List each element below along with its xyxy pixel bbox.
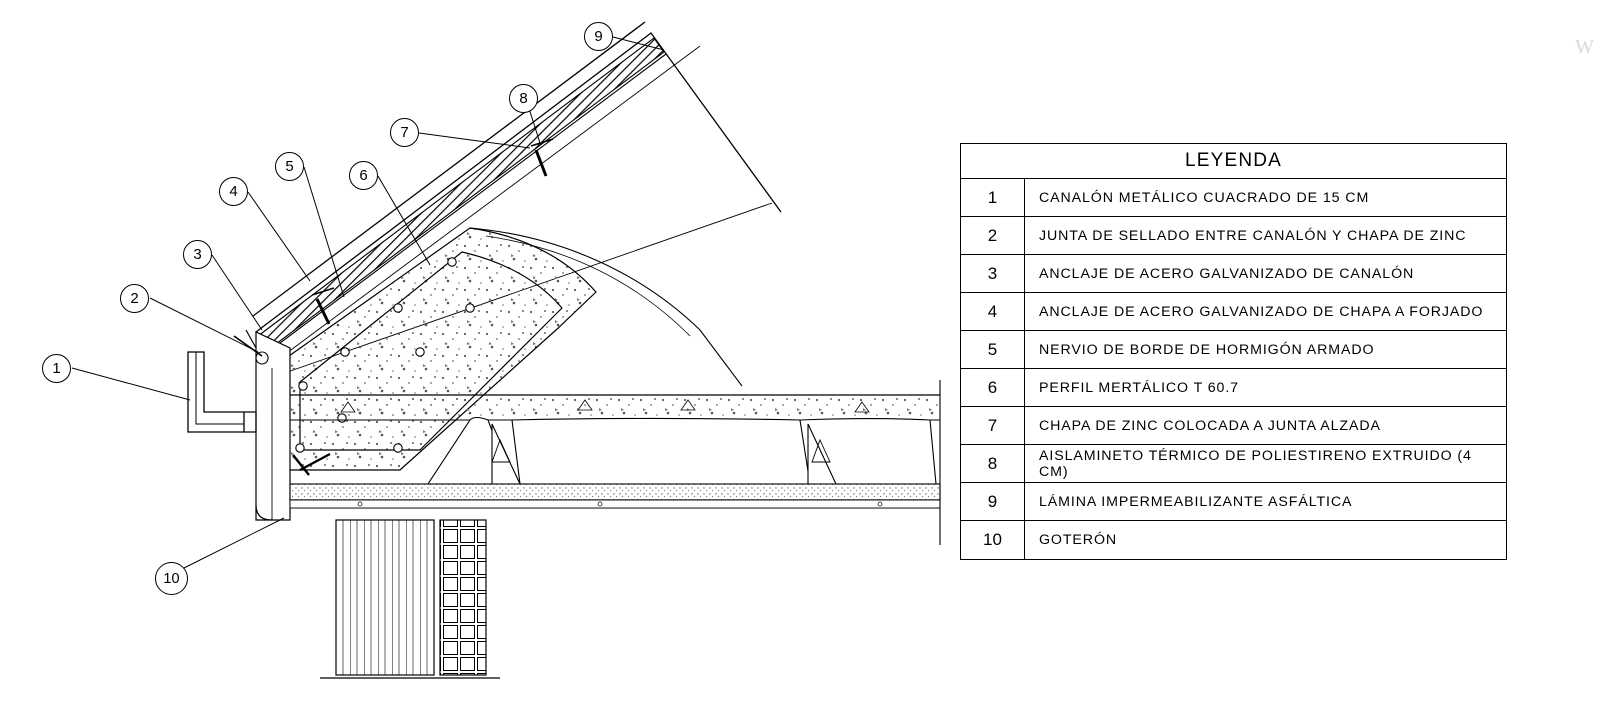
corner-watermark: W bbox=[1575, 36, 1594, 58]
callout-balloon-7: 7 bbox=[390, 118, 419, 147]
callout-balloon-2: 2 bbox=[120, 284, 149, 313]
legend-table bbox=[960, 143, 1507, 560]
edge-beam bbox=[256, 332, 290, 520]
callout-balloon-6: 6 bbox=[349, 161, 378, 190]
legend-row bbox=[961, 521, 1506, 559]
legend-row bbox=[961, 407, 1506, 445]
legend-row-number: 3 bbox=[961, 255, 1025, 292]
legend-row bbox=[961, 217, 1506, 255]
legend-row-text: CANALÓN METÁLICO CUACRADO DE 15 CM bbox=[1039, 189, 1370, 206]
legend-row-text: CHAPA DE ZINC COLOCADA A JUNTA ALZADA bbox=[1039, 417, 1381, 434]
callout-balloon-5: 5 bbox=[275, 152, 304, 181]
legend-title: LEYENDA bbox=[961, 144, 1506, 179]
callout-balloon-10: 10 bbox=[155, 562, 188, 595]
wall-below bbox=[320, 520, 500, 678]
legend-row-text: LÁMINA IMPERMEABILIZANTE ASFÁLTICA bbox=[1039, 493, 1353, 510]
legend-row bbox=[961, 293, 1506, 331]
legend-row-number: 1 bbox=[961, 179, 1025, 216]
legend-row bbox=[961, 331, 1506, 369]
legend-row-number: 10 bbox=[961, 521, 1025, 559]
callout-balloon-8: 8 bbox=[509, 84, 538, 113]
callout-balloon-1: 1 bbox=[42, 354, 71, 383]
legend-row-number: 7 bbox=[961, 407, 1025, 444]
legend-row-text: ANCLAJE DE ACERO GALVANIZADO DE CHAPA A FORJADO bbox=[1039, 303, 1484, 320]
legend-row-text: GOTERÓN bbox=[1039, 532, 1118, 548]
legend-row bbox=[961, 255, 1506, 293]
legend-row-text: JUNTA DE SELLADO ENTRE CANALÓN Y CHAPA DE ZINC bbox=[1039, 227, 1467, 244]
legend-row-number: 6 bbox=[961, 369, 1025, 406]
gutter-canalon bbox=[188, 330, 262, 432]
legend-row-number: 8 bbox=[961, 445, 1025, 482]
legend-row-number: 9 bbox=[961, 483, 1025, 520]
legend-row bbox=[961, 445, 1506, 483]
legend-row bbox=[961, 483, 1506, 521]
legend-row bbox=[961, 369, 1506, 407]
legend-row-number: 4 bbox=[961, 293, 1025, 330]
callout-balloon-9: 9 bbox=[584, 22, 613, 51]
legend-row-text: ANCLAJE DE ACERO GALVANIZADO DE CANALÓN bbox=[1039, 265, 1415, 282]
legend-row-text: NERVIO DE BORDE DE HORMIGÓN ARMADO bbox=[1039, 341, 1375, 358]
callout-balloon-3: 3 bbox=[183, 240, 212, 269]
legend-row-number: 2 bbox=[961, 217, 1025, 254]
legend-row-text: AISLAMINETO TÉRMICO DE POLIESTIRENO EXTRUIDO (4 CM) bbox=[1039, 447, 1472, 480]
legend-row-text: PERFIL MERTÁLICO T 60.7 bbox=[1039, 379, 1239, 396]
legend-row bbox=[961, 179, 1506, 217]
callout-balloon-4: 4 bbox=[219, 177, 248, 206]
legend-row-number: 5 bbox=[961, 331, 1025, 368]
